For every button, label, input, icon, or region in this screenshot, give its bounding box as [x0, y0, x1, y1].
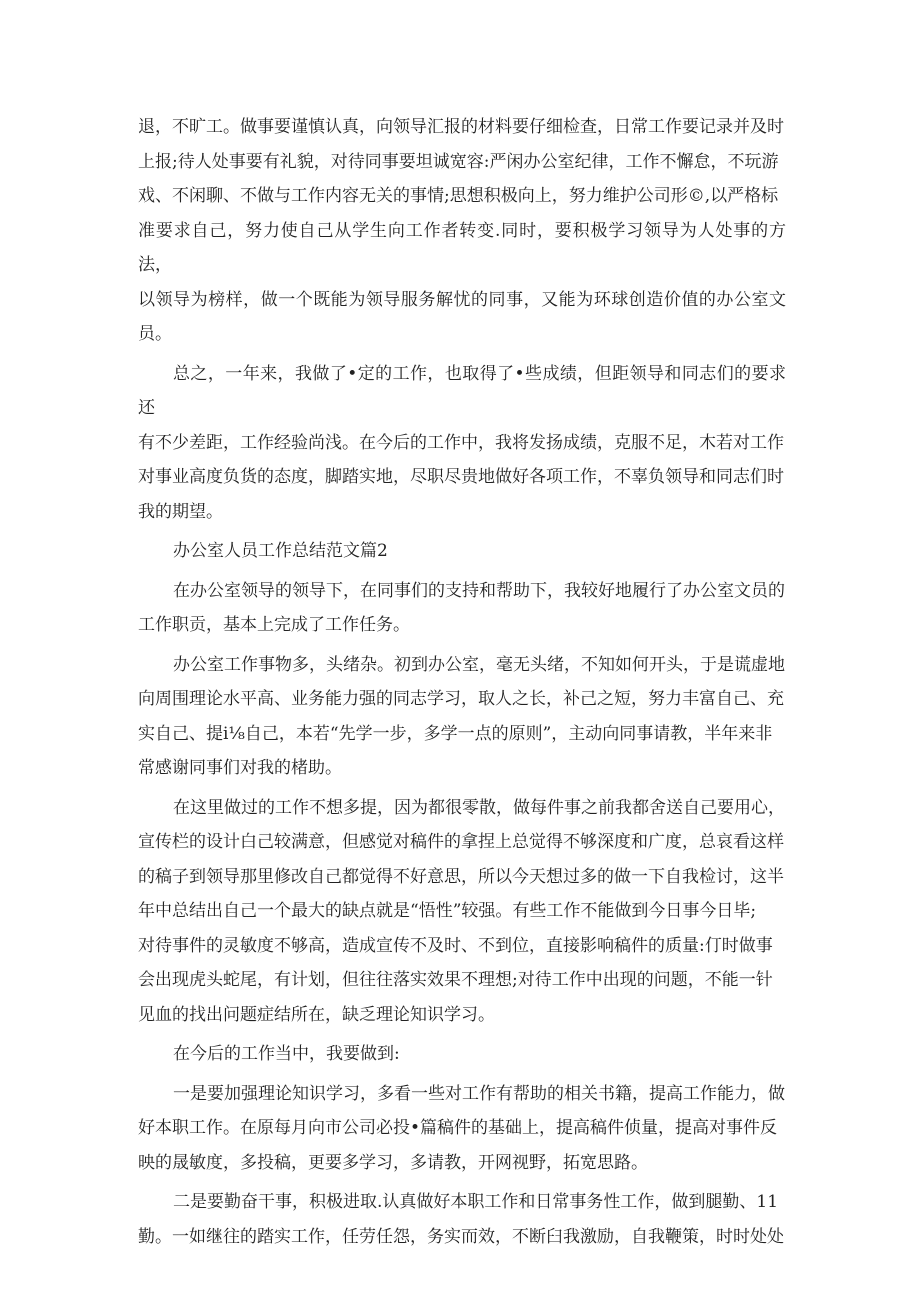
paragraph-future-intro: 在今后的工作当中，我要做到:: [173, 1044, 400, 1064]
paragraph-office-work: 办公室工作事物多，头绪杂。初到办公室，毫无头绪，不知如何开头，于是谎虚地 向周围理论水平高、业务能力强的同志学习，取人之长，补己之短，努力丰富自己、充 实自己、提i⅛自己，本若“先学一步，多学一点的原则”，主动向同事请教，半年来非 常感谢同事们对我的楮助。: [138, 654, 785, 778]
paragraph-continuation: 退，不旷工。做事要谨慎认真，向领导汇报的材料要仔细检查，日常工作要记录并及时 上报;待人处事要有礼貌，对待同事要坦诚宽容:严闲办公室纪律，工作不懈怠，不玩游 戏、不闲聊、不做与工作内容无关的事情;思想积极向上，努力维护公司形©,以严格标 准要求自己，努力使自己从学生向工作者转变.同时，要积极学习领导为人处事的方法， 以领导为榜样，做一个既能为领导服务解忧的同事，又能为环球创造价值的办公室文员。: [138, 117, 786, 344]
paragraph-intro: 在办公室领导的领导下，在同事们的支持和帮助下，我较好地履行了办公室文员的 工作职贡，基本上完成了工作任务。: [138, 580, 785, 635]
paragraph-summary: 总之，一年来，我做了•定的工作，也取得了•些成绩，但距领导和同志们的要求还 有不少差距，工作经验尚浅。在今后的工作中，我将发扬成绩，克服不足，木若对工作 对事业高度负货的态度，脚踏实地，尽职尽贵地做好各项工作，不辜负领导和同志们时 我的期望。: [138, 363, 786, 522]
paragraph-point-one: 一是要加强理论知识学习，多看一些对工作有帮助的相关书籍，提高工作能力，做 好本职工作。在原每月向市公司必投•篇稿件的基础上，提高稿件侦量，提高对事件反 映的晟敏度，多投稿，更要多学习，多请教，开网视野，拓宽思路。: [138, 1083, 785, 1173]
paragraph-point-two: 二是要勤奋干事，积极进取.认真做好本职工作和日常事务性工作，做到腿勤、11 勤。一如继往的踏实工作，任劳任怨，务实而效，不断臼我激励，自我鞭策，时时处处: [138, 1192, 784, 1247]
paragraph-self-review: 在这里做过的工作不想多提，因为都很零散，做每件事之前我都舍送自己要用心， 宣传栏的设计白己较满意，但感觉对稿件的拿捏上总觉得不够深度和广度，总哀看这样 的稿子到领导那里修改自己都觉得不好意思，所以今天想过多的做一下自我检讨，这半 年中总结出自己一个最大的缺点就是“悟性”较强。有些工作不能做到今日事今日毕; 对待事件的灵敏度不够高，造成宣传不及时、不到位，直接影响稿件的质量:仃时做事 会出现虎头蛇尾，有计划，但往往落实效果不理想;对待工作中出现的问题，不能一针 见血的找出问题症结所在，缺乏理论知识学习。: [138, 797, 785, 1025]
document-body: [138, 110, 786, 1259]
section-heading: 办公室人员工作总结范文篇2: [173, 541, 388, 561]
